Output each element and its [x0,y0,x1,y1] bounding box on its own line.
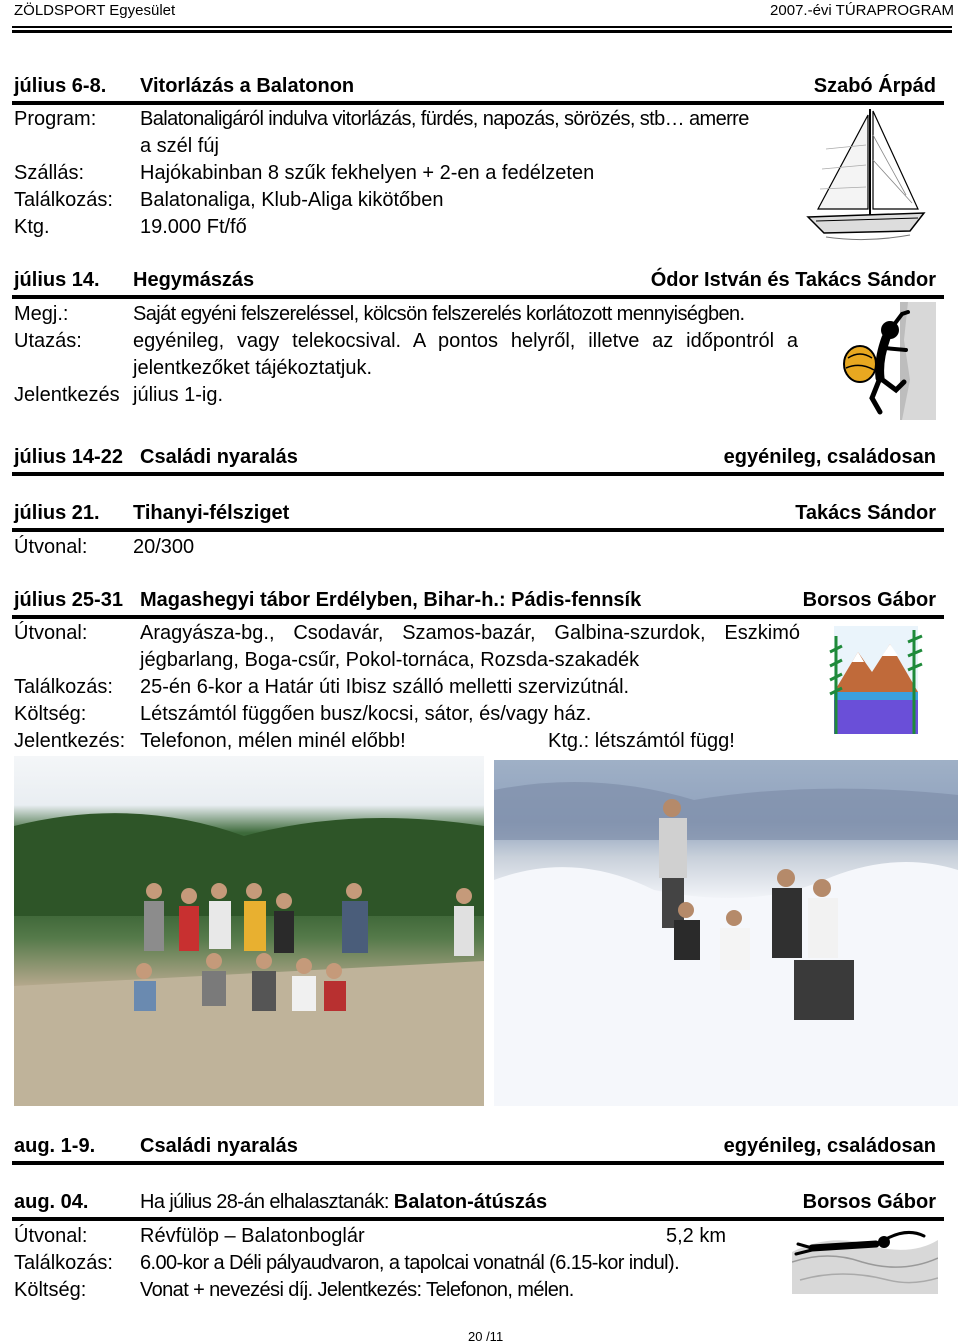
event-date: július 14. [14,269,100,291]
row-value: Révfülöp – Balatonboglár [140,1225,365,1247]
row-value: Telefonon, mélen minél előbb! [140,730,406,752]
row-label: Találkozás: [14,676,113,698]
row-label: Ktg. [14,216,50,238]
row-extra: Ktg.: létszámtól függ! [548,730,735,752]
row-value: 19.000 Ft/fő [140,216,247,238]
row-label: Utazás: [14,330,82,352]
row-label: Megj.: [14,303,69,325]
event-title: Magashegyi tábor Erdélyben, Bihar-h.: Pádis-fennsík [140,589,642,611]
row-value: Saját egyéni felszereléssel, kölcsön felszerelés korlátozott mennyiségben. [133,303,745,325]
event-rule [12,472,944,476]
header-program-title: 2007.-évi TÚRAPROGRAM [770,2,954,19]
event-rule [12,295,944,299]
header-rule [12,26,952,28]
event-leader: egyénileg, családosan [723,1135,936,1157]
row-label: Program: [14,108,97,130]
mountain-lake-icon [828,622,924,738]
group-photo-rock [14,756,484,1106]
row-value: egyénileg, vagy telekocsival. A pontos helyről, illetve az időpontról a [133,330,798,352]
row-label: Jelentkezés: [14,730,126,752]
event-leader: Takács Sándor [795,502,936,524]
climber-icon [838,300,938,422]
row-value: 6.00-kor a Déli pályaudvaron, a tapolcai vonatnál (6.15-kor indul). [140,1252,680,1274]
page-number: 20 /11 [468,1329,504,1344]
row-label: Jelentkezés [14,384,120,406]
row-value: Vonat + nevezési díj. Jelentkezés: Telefonon, mélen. [140,1279,574,1301]
event-date: július 14-22 [14,446,123,468]
row-value: Balatonaligáról indulva vitorlázás, fürdés, napozás, sörözés, stb… amerre [140,108,749,130]
event-rule [12,1217,944,1221]
event-leader: Borsos Gábor [802,1191,936,1213]
row-label: Találkozás: [14,189,113,211]
sailboat-icon [806,105,926,241]
event-title: Vitorlázás a Balatonon [140,75,355,97]
row-extra: 5,2 km [666,1225,727,1247]
row-value-cont: jégbarlang, Boga-csűr, Pokol-tornáca, Rozsda-szakadék [140,649,640,671]
row-value: Hajókabinban 8 szűk fekhelyen + 2-en a fedélzeten [140,162,595,184]
event-title: Családi nyaralás [140,446,298,468]
event-date: aug. 1-9. [14,1135,96,1157]
event-leader: Szabó Árpád [813,75,936,97]
row-value-cont: a szél fúj [140,135,219,157]
event-rule [12,615,944,619]
row-value: Aragyásza-bg., Csodavár, Szamos-bazár, Galbina-szurdok, Eszkimó [140,622,800,644]
header-club-name: ZÖLDSPORT Egyesület [14,2,176,19]
row-label: Költség: [14,703,87,725]
event-title-line [140,1191,547,1214]
event-title: Családi nyaralás [140,1135,298,1157]
row-value: Balatonaliga, Klub-Aliga kikötőben [140,189,444,211]
row-label: Költség: [14,1279,87,1301]
event-rule [12,528,944,532]
row-value: július 1-ig. [133,384,224,406]
row-value: 20/300 [133,536,195,558]
row-label: Útvonal: [14,536,88,558]
row-value: 25-én 6-kor a Határ úti Ibisz szálló melletti szervizútnál. [140,676,630,698]
row-label: Találkozás: [14,1252,113,1274]
row-label: Szállás: [14,162,85,184]
event-leader: egyénileg, családosan [723,446,936,468]
event-date: július 6-8. [14,75,107,97]
header-rule-thick [12,30,952,33]
row-value-cont: jelentkezőket tájékoztatjuk. [133,357,373,379]
event-rule [12,1161,944,1165]
event-date: július 25-31 [14,589,123,611]
row-label: Útvonal: [14,1225,88,1247]
event-title: Hegymászás [133,269,255,291]
event-date: aug. 04. [14,1191,89,1213]
swimmer-icon [792,1222,938,1294]
event-leader: Ódor István és Takács Sándor [650,269,936,291]
snow-photo [494,760,958,1106]
event-leader: Borsos Gábor [802,589,936,611]
row-label: Útvonal: [14,622,88,644]
event-title: Balaton-átúszás [393,1191,548,1213]
event-date: július 21. [14,502,100,524]
event-title-prefix: Ha július 28-án elhalasztanák: [140,1191,394,1213]
event-rule [12,101,944,105]
event-title: Tihanyi-félsziget [133,502,290,524]
row-value: Létszámtól függően busz/kocsi, sátor, és/vagy ház. [140,703,592,725]
